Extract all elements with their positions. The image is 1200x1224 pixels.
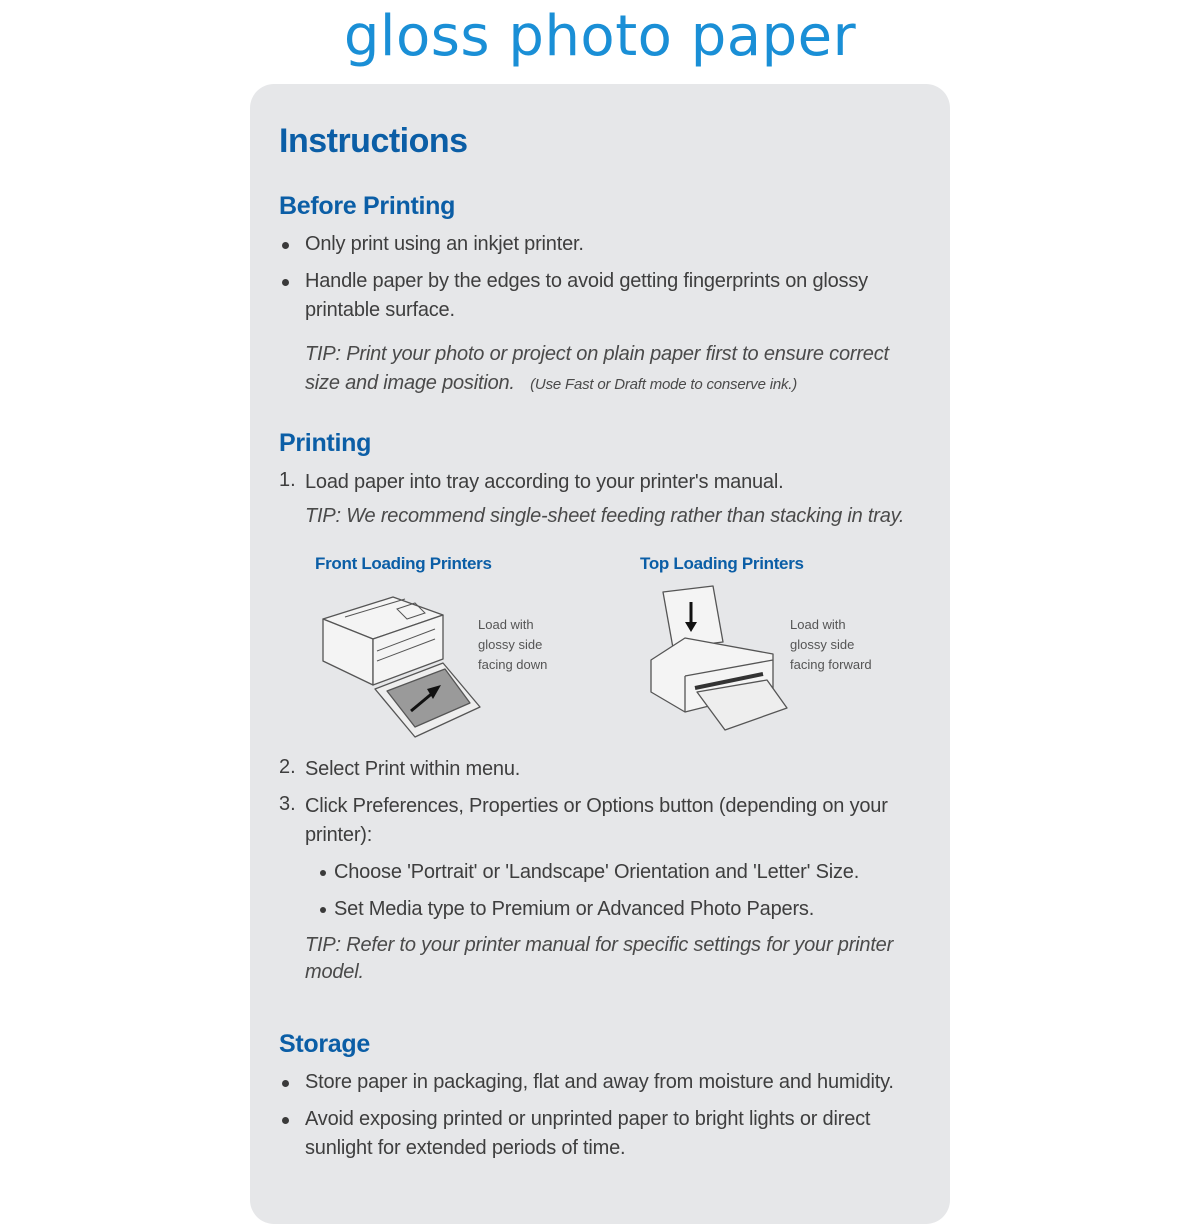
step-1-text: Load paper into tray according to your printer's manual.: [305, 471, 784, 493]
bullet-dot: [282, 279, 289, 286]
step-3-tip-line1: TIP: Refer to your printer manual for specific settings for your printer: [305, 934, 894, 956]
step-2-text: Select Print within menu.: [305, 758, 521, 780]
step-2-number: 2.: [279, 756, 296, 778]
storage-bullet-1: Store paper in packaging, flat and away from moisture and humidity.: [305, 1071, 894, 1093]
instructions-card: [250, 84, 950, 1224]
storage-heading: Storage: [279, 1030, 370, 1058]
page-title: gloss photo paper: [343, 4, 857, 69]
top-loading-printer-icon: [645, 584, 795, 734]
before-printing-bullet-2: Handle paper by the edges to avoid getting fingerprints on glossy: [305, 270, 868, 292]
top-loading-label: Top Loading Printers: [640, 554, 804, 573]
caption-line: Load with: [790, 617, 846, 632]
caption-line: Load with: [478, 617, 534, 632]
front-loading-caption: [478, 615, 547, 675]
tip-text: size and image position.: [305, 372, 515, 394]
bullet-dot: [282, 1080, 289, 1087]
caption-line: facing down: [478, 657, 548, 672]
step-3-sub-bullet-2: Set Media type to Premium or Advanced Photo Papers.: [334, 898, 815, 920]
instructions-heading: Instructions: [279, 122, 468, 160]
front-loading-label: Front Loading Printers: [315, 554, 492, 573]
before-printing-tip-line1: TIP: Print your photo or project on plain paper first to ensure correct: [305, 343, 889, 365]
step-3-text-line1: Click Preferences, Properties or Options button (depending on your: [305, 795, 888, 817]
printing-heading: Printing: [279, 429, 372, 457]
before-printing-bullet-1: Only print using an inkjet printer.: [305, 233, 584, 255]
before-printing-heading: Before Printing: [279, 192, 456, 220]
bullet-dot: [282, 242, 289, 249]
step-3-tip-line2: model.: [305, 961, 364, 983]
step-3-text-line2: printer):: [305, 824, 373, 846]
caption-line: glossy side: [790, 637, 855, 652]
front-loading-printer-icon: [315, 589, 485, 739]
step-3-sub-bullet-1: Choose 'Portrait' or 'Landscape' Orientation and 'Letter' Size.: [334, 861, 860, 883]
before-printing-tip-line2: [305, 369, 797, 399]
step-3-number: 3.: [279, 793, 296, 815]
step-1-number: 1.: [279, 469, 296, 491]
storage-bullet-2-cont: sunlight for extended periods of time.: [305, 1137, 626, 1159]
bullet-dot: [320, 870, 326, 876]
bullet-dot: [320, 907, 326, 913]
caption-line: facing forward: [790, 657, 872, 672]
bullet-dot: [282, 1117, 289, 1124]
top-loading-caption: [790, 615, 872, 675]
tip-note: (Use Fast or Draft mode to conserve ink.): [530, 376, 798, 393]
storage-bullet-2: Avoid exposing printed or unprinted paper to bright lights or direct: [305, 1108, 871, 1130]
before-printing-bullet-2-cont: printable surface.: [305, 299, 455, 321]
step-1-tip: TIP: We recommend single-sheet feeding rather than stacking in tray.: [305, 505, 905, 527]
caption-line: glossy side: [478, 637, 543, 652]
